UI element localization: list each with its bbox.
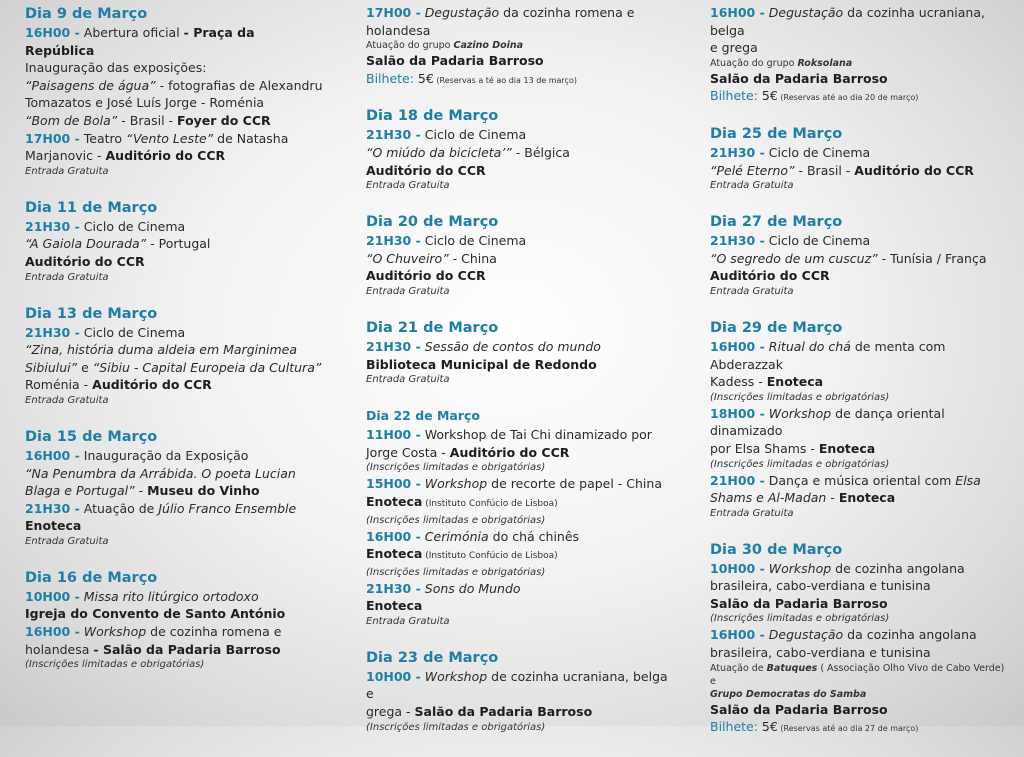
ticket-note: (Reservas até ao dia 27 de março) bbox=[777, 724, 919, 734]
day-20-march bbox=[366, 212, 671, 299]
event-title: Missa rito litúrgico ortodoxo bbox=[79, 588, 259, 604]
column-3 bbox=[710, 4, 1010, 757]
event-venue: Auditório do CCR bbox=[449, 444, 570, 460]
day-15-march bbox=[25, 427, 325, 549]
ticket-label: Bilhete: bbox=[366, 70, 414, 86]
film-title: Sibiului” bbox=[25, 359, 78, 375]
performer-name: Batuques bbox=[766, 662, 818, 674]
event-time: 21H30 - bbox=[366, 233, 421, 249]
event-time: 16H00 - bbox=[25, 447, 80, 463]
event-time: 16H00 - bbox=[25, 624, 80, 640]
event-text: Ciclo de Cinema bbox=[420, 233, 527, 249]
day-heading: Dia 16 de Março bbox=[25, 569, 158, 586]
event-time: 21H00 - bbox=[710, 472, 765, 488]
entry-note: Entrada Gratuita bbox=[25, 165, 109, 177]
play-title: “Vento Leste” bbox=[126, 130, 214, 146]
film-title: “O miúdo da bicicleta’” bbox=[366, 144, 512, 160]
exhibition-title: “Na Penumbra da Arrábida. O poeta Lucian bbox=[25, 465, 296, 481]
event-text: Atuação de bbox=[79, 500, 159, 516]
event-time: 16H00 - bbox=[710, 338, 765, 354]
event-time: 18H00 - bbox=[710, 405, 765, 421]
day-heading: Dia 30 de Março bbox=[710, 541, 843, 558]
registration-note: (Inscrições limitadas e obrigatórias) bbox=[25, 659, 205, 671]
event-title: Workshop bbox=[420, 476, 488, 492]
institution-note: (Instituto Confúcio de Lisboa) bbox=[422, 551, 558, 562]
entry-note: Entrada Gratuita bbox=[710, 180, 794, 192]
entry-note: Entrada Gratuita bbox=[710, 507, 794, 519]
event-time: 15H00 - bbox=[366, 476, 421, 492]
ticket-note: (Reservas até ao dia 20 de março) bbox=[777, 93, 919, 103]
event-text: Tomazatos e José Luís Jorge - Roménia bbox=[25, 95, 265, 111]
exhibition-title: “Bom de Bola” bbox=[25, 112, 118, 128]
event-text: de cozinha angolana bbox=[831, 560, 965, 576]
entry-note: Entrada Gratuita bbox=[366, 374, 450, 386]
day-29-march bbox=[710, 318, 1010, 521]
event-title: Degustação bbox=[764, 5, 844, 20]
day-18-march bbox=[366, 106, 671, 193]
event-venue: - Salão da Padaria Barroso bbox=[93, 641, 281, 657]
event-text: Dança e música oriental com bbox=[764, 472, 956, 488]
day-heading: Dia 22 de Março bbox=[366, 408, 481, 424]
event-time: 10H00 - bbox=[25, 588, 80, 604]
day-heading: Dia 13 de Março bbox=[25, 305, 158, 322]
event-time: 21H30 - bbox=[710, 144, 765, 160]
day-30-march bbox=[710, 540, 1010, 738]
day-heading: Dia 29 de Março bbox=[710, 319, 843, 336]
event-time: 21H30 - bbox=[366, 338, 421, 354]
film-title: “Zina, história duma aldeia em Marginimea bbox=[25, 342, 298, 358]
exhibition-title: Blaga e Portugal” bbox=[25, 483, 135, 499]
registration-note: (Inscrições limitadas e obrigatórias) bbox=[366, 566, 546, 578]
ticket-label: Bilhete: bbox=[710, 719, 758, 735]
event-text: Marjanovic - bbox=[25, 148, 106, 164]
event-time: 21H30 - bbox=[366, 580, 421, 596]
film-country: - Bélgica bbox=[511, 144, 570, 160]
entry-note: Entrada Gratuita bbox=[366, 180, 450, 192]
event-text: de Natasha bbox=[213, 130, 289, 146]
film-country: - Portugal bbox=[146, 236, 211, 252]
event-text: brasileira, cabo-verdiana e tunisina bbox=[710, 645, 931, 661]
event-title: Cerimónia bbox=[420, 528, 489, 544]
event-text: da cozinha ucraniana, belga bbox=[710, 5, 985, 38]
event-title: Workshop bbox=[420, 668, 488, 684]
performer-name: Roksolana bbox=[797, 57, 853, 69]
day-heading: Dia 9 de Março bbox=[25, 6, 148, 22]
day-9-march bbox=[25, 4, 325, 179]
day-13-march bbox=[25, 304, 325, 408]
ticket-price: 5€ bbox=[413, 70, 434, 86]
event-venue: Enoteca bbox=[838, 490, 896, 506]
event-venue: Enoteca bbox=[366, 493, 423, 509]
day-heading: Dia 15 de Março bbox=[25, 428, 158, 445]
event-time: 21H30 - bbox=[710, 233, 765, 249]
column-2 bbox=[366, 4, 671, 754]
event-venue: Enoteca bbox=[818, 440, 876, 456]
film-title: “O Chuveiro” bbox=[366, 250, 449, 266]
ticket-label: Bilhete: bbox=[710, 88, 758, 104]
event-text: e grega bbox=[710, 40, 758, 56]
event-text: brasileira, cabo-verdiana e tunisina bbox=[710, 578, 931, 594]
day-22-march bbox=[366, 406, 671, 629]
performance-text: ( Associação Olho Vivo de Cabo Verde) e bbox=[710, 662, 1005, 687]
entry-note: Entrada Gratuita bbox=[25, 535, 109, 547]
registration-note: (Inscrições limitadas e obrigatórias) bbox=[710, 613, 890, 625]
event-text: - fotografias de Alexandru bbox=[155, 77, 323, 93]
day-11-march bbox=[25, 198, 325, 285]
event-text: Inauguração das exposições: bbox=[25, 60, 207, 76]
performance-text: Atuação do grupo bbox=[366, 40, 454, 52]
film-country: - Tunísia / França bbox=[877, 250, 987, 266]
event-text: grega - bbox=[366, 704, 415, 720]
performer-name: Cazino Doina bbox=[453, 40, 524, 52]
event-text: de dança oriental dinamizado bbox=[710, 405, 945, 439]
event-text: - bbox=[134, 483, 148, 499]
performer-name: Shams e Al-Madan bbox=[710, 490, 827, 506]
day-heading: Dia 25 de Março bbox=[710, 125, 843, 142]
event-text: Ciclo de Cinema bbox=[420, 127, 527, 143]
event-venue: Enoteca bbox=[366, 546, 423, 562]
event-time: 16H00 - bbox=[710, 5, 765, 20]
event-venue: Enoteca bbox=[25, 518, 82, 534]
event-text: Ciclo de Cinema bbox=[764, 144, 871, 160]
event-venue: Salão da Padaria Barroso bbox=[414, 704, 593, 720]
day-23-march bbox=[366, 648, 671, 735]
event-title: Workshop bbox=[79, 624, 147, 640]
ticket-note: (Reservas a té ao dia 13 de março) bbox=[433, 75, 577, 85]
day-16-march-continued bbox=[366, 4, 671, 89]
day-21-march bbox=[366, 318, 671, 387]
registration-note: (Inscrições limitadas e obrigatórias) bbox=[710, 391, 890, 403]
event-venue: Auditório do CCR bbox=[854, 162, 974, 178]
event-text: Ciclo de Cinema bbox=[79, 324, 186, 340]
event-venue: Auditório do CCR bbox=[25, 253, 145, 269]
day-heading: Dia 21 de Março bbox=[366, 319, 499, 336]
film-country: - China bbox=[448, 250, 497, 266]
event-venue: Auditório do CCR bbox=[710, 268, 830, 284]
event-text: Abertura oficial bbox=[79, 25, 184, 40]
institution-note: (Instituto Confúcio de Lisboa) bbox=[422, 498, 558, 509]
ticket-price: 5€ bbox=[757, 719, 778, 735]
entry-note: Entrada Gratuita bbox=[710, 285, 794, 297]
event-venue: Auditório do CCR bbox=[92, 377, 212, 393]
day-heading: Dia 27 de Março bbox=[710, 214, 843, 231]
performance-text: Atuação do grupo bbox=[710, 57, 798, 69]
exhibition-title: “Paisagens de água” bbox=[25, 77, 156, 93]
event-venue: Salão da Padaria Barroso bbox=[366, 53, 544, 69]
event-venue: Foyer do CCR bbox=[177, 112, 271, 128]
event-text: da cozinha angolana bbox=[843, 627, 977, 643]
event-text: Workshop de Tai Chi dinamizado por bbox=[420, 427, 652, 443]
entry-note: Entrada Gratuita bbox=[366, 615, 450, 627]
event-venue: Enoteca bbox=[366, 598, 423, 614]
film-country: - Brasil - bbox=[794, 162, 855, 178]
film-country: Roménia - bbox=[25, 377, 93, 393]
performer-name: Júlio Franco Ensemble bbox=[158, 500, 297, 516]
performance-text: Atuação de bbox=[710, 662, 767, 674]
event-text: Ciclo de Cinema bbox=[764, 233, 871, 249]
day-27-march bbox=[710, 212, 1010, 299]
film-title: “Pelé Eterno” bbox=[710, 162, 795, 178]
entry-note: Entrada Gratuita bbox=[25, 271, 109, 283]
event-venue: Museu do Vinho bbox=[147, 483, 260, 499]
event-venue: Auditório do CCR bbox=[105, 148, 226, 164]
registration-note: (Inscrições limitadas e obrigatórias) bbox=[366, 514, 546, 526]
event-time: 16H00 - bbox=[710, 627, 765, 643]
event-time: 10H00 - bbox=[366, 668, 421, 684]
entry-note: Entrada Gratuita bbox=[366, 285, 450, 297]
event-time: 17H00 - bbox=[366, 5, 421, 20]
film-title: “O segredo de um cuscuz” bbox=[710, 250, 878, 266]
event-venue: Salão da Padaria Barroso bbox=[710, 70, 888, 86]
film-title: “Sibiu - Capital Europeia da Cultura” bbox=[92, 359, 322, 375]
performer-name: Elsa bbox=[955, 472, 981, 488]
event-time: 16H00 - bbox=[366, 528, 421, 544]
event-venue: Igreja do Convento de Santo António bbox=[25, 606, 286, 622]
event-title: Degustação bbox=[420, 5, 500, 20]
column-1 bbox=[25, 4, 325, 691]
event-title: Degustação bbox=[764, 627, 844, 643]
event-text: Teatro bbox=[79, 130, 127, 146]
event-text: do chá chinês bbox=[488, 528, 580, 544]
event-venue: Salão da Padaria Barroso bbox=[710, 701, 888, 717]
registration-note: (Inscrições limitadas e obrigatórias) bbox=[366, 721, 546, 733]
event-title: Workshop bbox=[764, 405, 832, 421]
event-time: 11H00 - bbox=[366, 427, 421, 443]
day-25-march bbox=[710, 124, 1010, 193]
event-time: 21H30 - bbox=[25, 218, 80, 234]
event-text: da cozinha romena e bbox=[499, 5, 635, 20]
event-time: 21H30 - bbox=[25, 500, 80, 516]
event-time: 21H30 - bbox=[366, 127, 421, 143]
registration-note: (Inscrições limitadas e obrigatórias) bbox=[366, 462, 546, 474]
event-text: Jorge Costa - bbox=[366, 444, 450, 460]
event-text: de recorte de papel - China bbox=[487, 476, 662, 492]
event-text: Kadess - bbox=[710, 374, 767, 390]
ticket-price: 5€ bbox=[757, 88, 778, 104]
event-text: por Elsa Shams - bbox=[710, 440, 819, 456]
event-venue: Auditório do CCR bbox=[366, 268, 486, 284]
event-text: holandesa bbox=[25, 641, 94, 657]
entry-note: Entrada Gratuita bbox=[25, 394, 109, 406]
performer-name: Grupo Democratas do Samba bbox=[710, 688, 867, 700]
event-text: de cozinha romena e bbox=[146, 624, 282, 640]
day-16-march bbox=[25, 568, 325, 672]
event-text: de cozinha ucraniana, belga e bbox=[366, 668, 668, 702]
day-heading: Dia 20 de Março bbox=[366, 214, 499, 231]
event-text: - bbox=[826, 490, 839, 506]
day-heading: Dia 23 de Março bbox=[366, 649, 499, 666]
event-title: Ritual do chá bbox=[764, 338, 851, 354]
event-text: Ciclo de Cinema bbox=[79, 218, 186, 234]
event-venue: Enoteca bbox=[766, 374, 824, 390]
film-title: “A Gaiola Dourada” bbox=[25, 236, 147, 252]
event-text: de menta com Abderazzak bbox=[710, 338, 946, 372]
event-title: Sons do Mundo bbox=[420, 580, 521, 596]
event-venue: - Praça da República bbox=[25, 25, 255, 58]
event-venue: Auditório do CCR bbox=[366, 162, 486, 178]
event-title: Workshop bbox=[764, 560, 832, 576]
day-23-march-continued bbox=[710, 4, 1010, 107]
event-time: 16H00 - bbox=[25, 25, 80, 40]
event-venue: Biblioteca Municipal de Redondo bbox=[366, 356, 597, 372]
event-time: 10H00 - bbox=[710, 560, 765, 576]
event-text: Inauguração da Exposição bbox=[79, 447, 249, 463]
event-venue: Salão da Padaria Barroso bbox=[710, 595, 888, 611]
event-text: holandesa bbox=[366, 22, 431, 38]
day-heading: Dia 18 de Março bbox=[366, 108, 499, 125]
event-time: 21H30 - bbox=[25, 324, 80, 340]
event-text: - Brasil - bbox=[117, 112, 178, 128]
event-time: 17H00 - bbox=[25, 130, 80, 146]
day-heading: Dia 11 de Março bbox=[25, 199, 158, 216]
registration-note: (Inscrições limitadas e obrigatórias) bbox=[710, 458, 890, 470]
event-title: Sessão de contos do mundo bbox=[420, 338, 601, 354]
event-text: e bbox=[77, 359, 93, 375]
